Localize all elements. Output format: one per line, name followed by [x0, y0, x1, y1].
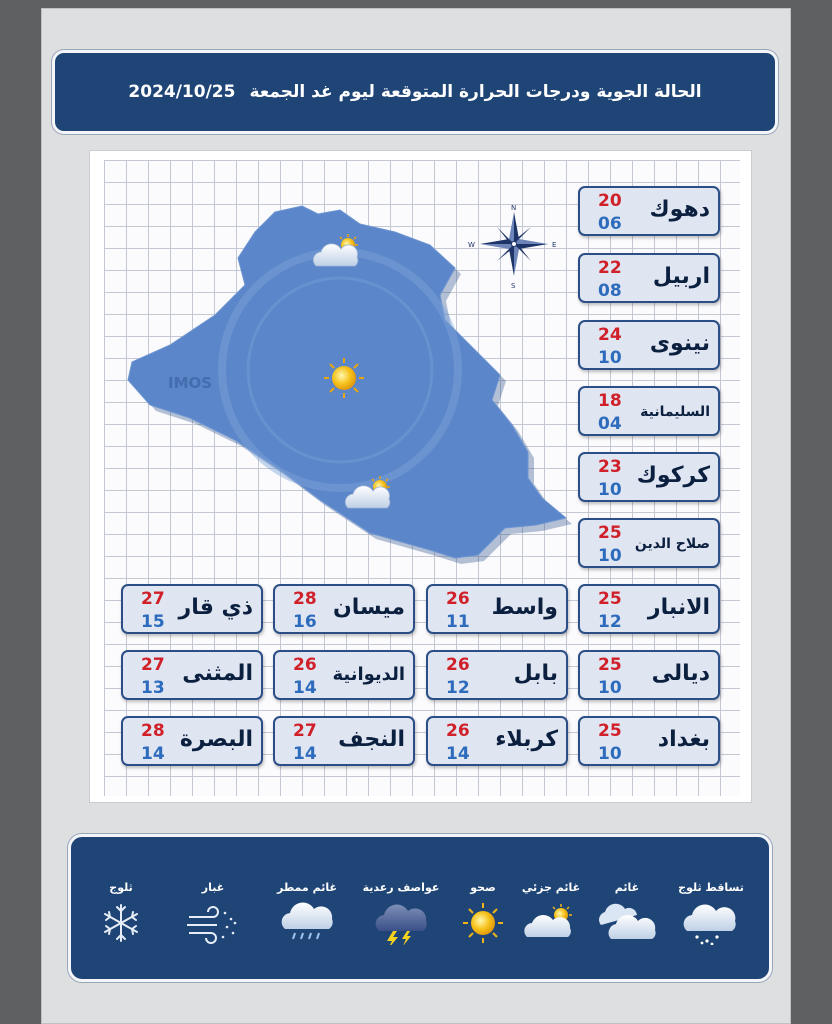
city-name: المثنى	[182, 661, 253, 686]
max-temp: 27	[293, 721, 317, 741]
max-temp: 26	[293, 655, 317, 675]
legend-item-dust	[163, 881, 263, 945]
min-temp: 10	[598, 480, 622, 500]
min-temp: 14	[293, 678, 317, 698]
max-temp: 22	[598, 258, 622, 278]
legend-label: صحو	[470, 881, 496, 894]
min-temp: 13	[141, 678, 165, 698]
watermark-text: IMOS	[168, 374, 213, 392]
city-name: الانبار	[647, 595, 710, 620]
legend-label: غائم جزئي	[521, 881, 581, 894]
compass-s: S	[511, 282, 516, 290]
min-temp: 12	[446, 678, 470, 698]
city-card-ninawa	[578, 320, 720, 370]
city-name: البصرة	[179, 727, 253, 752]
max-temp: 27	[141, 655, 165, 675]
legend-label: تساقط ثلوج	[678, 881, 744, 894]
city-name: بابل	[513, 661, 558, 686]
min-temp: 10	[598, 744, 622, 764]
city-card-babil	[426, 650, 568, 700]
city-name: السليمانية	[640, 404, 710, 420]
max-temp: 26	[446, 589, 470, 609]
min-temp: 14	[141, 744, 165, 764]
max-temp: 24	[598, 325, 622, 345]
clear-sun-icon	[453, 901, 513, 945]
city-card-karbala	[426, 716, 568, 766]
legend-item-rain-cloud	[257, 881, 357, 945]
max-temp: 25	[598, 589, 622, 609]
dust-icon	[183, 901, 243, 945]
city-name: الديوانية	[332, 664, 405, 685]
city-name: النجف	[338, 727, 405, 752]
min-temp: 12	[598, 612, 622, 632]
min-temp: 10	[598, 348, 622, 368]
min-temp: 16	[293, 612, 317, 632]
min-temp: 04	[598, 414, 622, 434]
city-name: ذي قار	[178, 595, 253, 620]
city-name: كربلاء	[495, 727, 558, 752]
city-card-wasit	[426, 584, 568, 634]
weather-legend	[68, 834, 772, 982]
max-temp: 20	[598, 191, 622, 211]
max-temp: 23	[598, 457, 622, 477]
legend-label: غبار	[201, 881, 225, 894]
max-temp: 27	[141, 589, 165, 609]
city-card-maysan	[273, 584, 415, 634]
rain-cloud-icon	[277, 901, 337, 945]
min-temp: 10	[598, 546, 622, 566]
min-temp: 14	[293, 744, 317, 764]
legend-label: ثلوج	[109, 881, 133, 894]
snowflake-icon	[91, 901, 151, 945]
min-temp: 14	[446, 744, 470, 764]
page-title: الحالة الجوية ودرجات الحرارة المتوقعة ليوم غد الجمعة	[249, 82, 702, 102]
min-temp: 10	[598, 678, 622, 698]
max-temp: 25	[598, 523, 622, 543]
city-card-muthanna	[121, 650, 263, 700]
city-card-erbil	[578, 253, 720, 303]
city-name: واسط	[491, 595, 558, 620]
min-temp: 11	[446, 612, 470, 632]
legend-item-snow	[71, 881, 171, 945]
snowfall-icon	[681, 901, 741, 945]
city-name: بغداد	[657, 727, 710, 752]
max-temp: 28	[293, 589, 317, 609]
max-temp: 18	[598, 391, 622, 411]
forecast-date: 2024/10/25	[128, 82, 236, 102]
city-card-anbar	[578, 584, 720, 634]
city-card-dhiqar	[121, 584, 263, 634]
city-card-diyala	[578, 650, 720, 700]
legend-label: غائم ممطر	[277, 881, 337, 894]
city-name: ديالى	[651, 661, 710, 686]
compass-w: W	[468, 241, 475, 249]
city-name: اربيل	[652, 264, 710, 289]
city-name: ميسان	[332, 595, 405, 620]
max-temp: 26	[446, 655, 470, 675]
city-card-kirkuk	[578, 452, 720, 502]
compass-n: N	[511, 204, 517, 212]
city-name: صلاح الدين	[634, 536, 710, 552]
compass-rose	[468, 204, 556, 290]
city-card-salahaddin	[578, 518, 720, 568]
city-name: دهوك	[649, 197, 710, 222]
compass-e: E	[552, 241, 557, 249]
city-name: كركوك	[636, 463, 710, 488]
thunderstorm-icon	[371, 901, 431, 945]
max-temp: 26	[446, 721, 470, 741]
city-name: نينوى	[649, 331, 710, 356]
min-temp: 15	[141, 612, 165, 632]
city-card-najaf	[273, 716, 415, 766]
max-temp: 28	[141, 721, 165, 741]
legend-label: غائم	[614, 881, 640, 894]
max-temp: 25	[598, 655, 622, 675]
min-temp: 06	[598, 214, 622, 234]
max-temp: 25	[598, 721, 622, 741]
legend-label: عواصف رعدية	[362, 881, 440, 894]
city-card-baghdad	[578, 716, 720, 766]
city-card-sulaymaniyah	[578, 386, 720, 436]
city-card-diwaniyah	[273, 650, 415, 700]
cloudy-icon	[597, 901, 657, 945]
min-temp: 08	[598, 281, 622, 301]
city-card-duhok	[578, 186, 720, 236]
legend-item-thunderstorm	[351, 881, 451, 945]
city-card-basra	[121, 716, 263, 766]
